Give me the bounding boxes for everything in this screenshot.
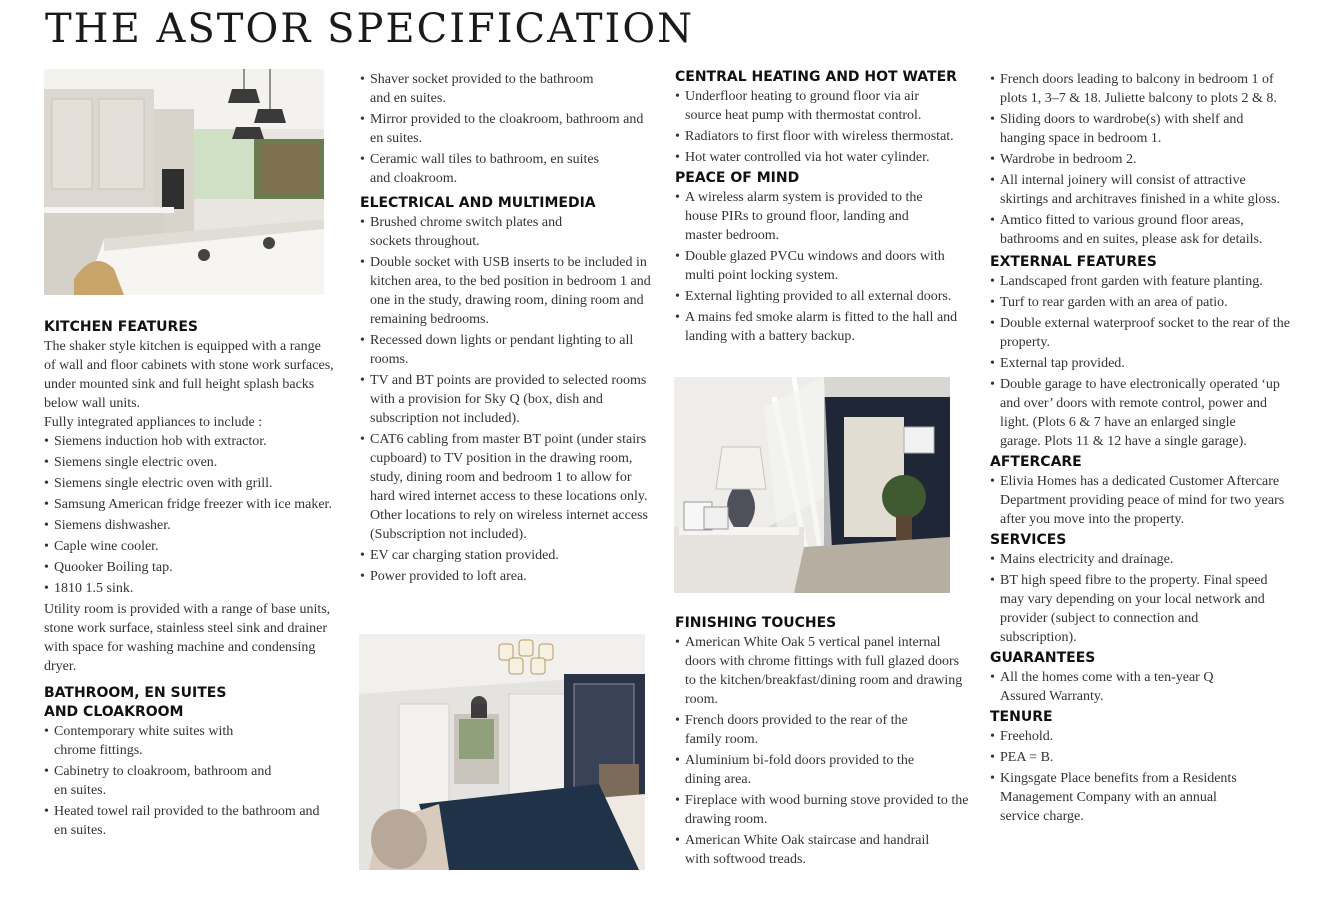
aftercare-heading: AFTERCARE [990, 454, 1082, 470]
list-item: • Cabinetry to cloakroom, bathroom and en suites. [44, 762, 274, 800]
list-item: • Quooker Boiling tap. [44, 558, 334, 577]
list-item: • PEA = B. [990, 748, 1290, 767]
list-item: • Siemens dishwasher. [44, 516, 334, 535]
peace-list [675, 188, 970, 346]
list-item: • All the homes come with a ten-year Q Assured Warranty. [990, 668, 1230, 706]
list-item: • Contemporary white suites with chrome fittings. [44, 722, 264, 760]
list-item: • Radiators to first floor with wireless thermostat. [675, 127, 970, 146]
list-item: • Power provided to loft area. [360, 567, 652, 586]
external-list [990, 272, 1290, 451]
guarantees-heading: GUARANTEES [990, 650, 1096, 666]
list-item: • French doors leading to balcony in bedroom 1 of plots 1, 3–7 & 18. Juliette balcony to plots 2 & 8. [990, 70, 1290, 108]
list-item: • A wireless alarm system is provided to the house PIRs to ground floor, landing and master bedroom. [675, 188, 945, 245]
peace-heading: PEACE OF MIND [675, 170, 800, 186]
list-item: • 1810 1.5 sink. [44, 579, 334, 598]
column-4 [990, 70, 1290, 828]
heating-heading: CENTRAL HEATING AND HOT WATER [675, 69, 957, 85]
electrical-list [360, 213, 652, 586]
list-item: • Shaver socket provided to the bathroom and en suites. [360, 70, 615, 108]
bathroom-list [44, 722, 334, 840]
list-item: • Underfloor heating to ground floor via air source heat pump with thermostat control. [675, 87, 955, 125]
list-item: • TV and BT points are provided to selected rooms with a provision for Sky Q (box, dish and subscription not included). [360, 371, 652, 428]
list-item: • Mains electricity and drainage. [990, 550, 1290, 569]
aftercare-list [990, 472, 1290, 529]
column-3 [675, 68, 970, 348]
list-item: • Double glazed PVCu windows and doors with multi point locking system. [675, 247, 970, 285]
bathroom-heading-1: BATHROOM, EN SUITES [44, 685, 227, 701]
list-item: • Hot water controlled via hot water cylinder. [675, 148, 970, 167]
list-item: • Brushed chrome switch plates and sockets throughout. [360, 213, 590, 251]
list-item: • All internal joinery will consist of attractive skirtings and architraves finished in a white gloss. [990, 171, 1290, 209]
kitchen-list [44, 432, 334, 598]
services-list [990, 550, 1290, 647]
list-item: • American White Oak 5 vertical panel internal doors with chrome fittings with full glazed doors to the kitchen/breakfast/dining room and drawing room. [675, 633, 965, 709]
column-3-lower [675, 614, 970, 871]
bathroom-heading-2: AND CLOAKROOM [44, 704, 184, 720]
list-item: • Amtico fitted to various ground floor areas, bathrooms and en suites, please ask for details. [990, 211, 1275, 249]
list-item: • Double garage to have electronically operated ‘up and over’ doors with remote control, power and light. (Plots 6 & 7 have an enlarged single garage. Plots 11 & 12 have a single garage). [990, 375, 1280, 451]
utility-text: Utility room is provided with a range of base units, stone work surface, stainless steel sink and drainer with space for washing machine and condensing dryer. [44, 602, 331, 674]
page-title: THE ASTOR SPECIFICATION [45, 6, 695, 52]
bathroom-cont-list [360, 70, 652, 188]
list-item: • External tap provided. [990, 354, 1290, 373]
list-item: • Kingsgate Place benefits from a Residents Management Company with an annual service charge. [990, 769, 1260, 826]
external-heading: EXTERNAL FEATURES [990, 254, 1157, 270]
list-item: • Caple wine cooler. [44, 537, 334, 556]
heating-list [675, 87, 970, 167]
list-item: • Wardrobe in bedroom 2. [990, 150, 1290, 169]
list-item: • Aluminium bi-fold doors provided to the dining area. [675, 751, 940, 789]
tenure-heading: TENURE [990, 709, 1053, 725]
column-1 [44, 318, 334, 842]
list-item: • Heated towel rail provided to the bathroom and en suites. [44, 802, 324, 840]
list-item: • Recessed down lights or pendant lighting to all rooms. [360, 331, 640, 369]
list-item: • External lighting provided to all external doors. [675, 287, 970, 306]
list-item: • CAT6 cabling from master BT point (under stairs cupboard) to TV position in the drawing room, study, dining room and bedroom 1 to allow for hard wired internet access to these locations only. Other locations to rely on wireless internet access (Subscription not included). [360, 430, 652, 544]
bedroom-photo [359, 634, 645, 870]
list-item: • BT high speed fibre to the property. Final speed may vary depending on your local network and provider (subject to connection and subscription). [990, 571, 1270, 647]
list-item: • Landscaped front garden with feature planting. [990, 272, 1290, 291]
list-item: • Mirror provided to the cloakroom, bathroom and en suites. [360, 110, 652, 148]
list-item: • Ceramic wall tiles to bathroom, en suites and cloakroom. [360, 150, 620, 188]
list-item: • Samsung American fridge freezer with ice maker. [44, 495, 334, 514]
list-item: • Elivia Homes has a dedicated Customer Aftercare Department providing peace of mind for two years after you move into the property. [990, 472, 1290, 529]
finishing-heading: FINISHING TOUCHES [675, 615, 837, 631]
list-item: • Double socket with USB inserts to be included in kitchen area, to the bed position in bedroom 1 and one in the study, drawing room, dining room and remaining bedrooms. [360, 253, 652, 329]
column-2 [360, 70, 652, 588]
list-item: • Siemens single electric oven with grill. [44, 474, 334, 493]
services-heading: SERVICES [990, 532, 1067, 548]
finishing-cont-list [990, 70, 1290, 249]
appliances-intro: Fully integrated appliances to include : [44, 415, 263, 430]
guarantees-list [990, 668, 1290, 706]
tenure-list [990, 727, 1290, 826]
electrical-heading: ELECTRICAL AND MULTIMEDIA [360, 195, 596, 211]
list-item: • Double external waterproof socket to the rear of the property. [990, 314, 1290, 352]
kitchen-intro: The shaker style kitchen is equipped with a range of wall and floor cabinets with stone work surfaces, under mounted sink and full height splash backs below wall units. [44, 339, 334, 411]
list-item: • French doors provided to the rear of the family room. [675, 711, 930, 749]
list-item: • American White Oak staircase and handrail with softwood treads. [675, 831, 955, 869]
list-item: • Sliding doors to wardrobe(s) with shelf and hanging space in bedroom 1. [990, 110, 1265, 148]
list-item: • EV car charging station provided. [360, 546, 652, 565]
list-item: • Freehold. [990, 727, 1290, 746]
finishing-list [675, 633, 970, 869]
kitchen-heading: KITCHEN FEATURES [44, 319, 198, 335]
list-item: • Siemens induction hob with extractor. [44, 432, 334, 451]
list-item: • A mains fed smoke alarm is fitted to the hall and landing with a battery backup. [675, 308, 970, 346]
list-item: • Fireplace with wood burning stove provided to the drawing room. [675, 791, 970, 829]
list-item: • Turf to rear garden with an area of patio. [990, 293, 1290, 312]
list-item: • Siemens single electric oven. [44, 453, 334, 472]
kitchen-photo [44, 69, 324, 295]
hallway-photo [674, 377, 950, 593]
